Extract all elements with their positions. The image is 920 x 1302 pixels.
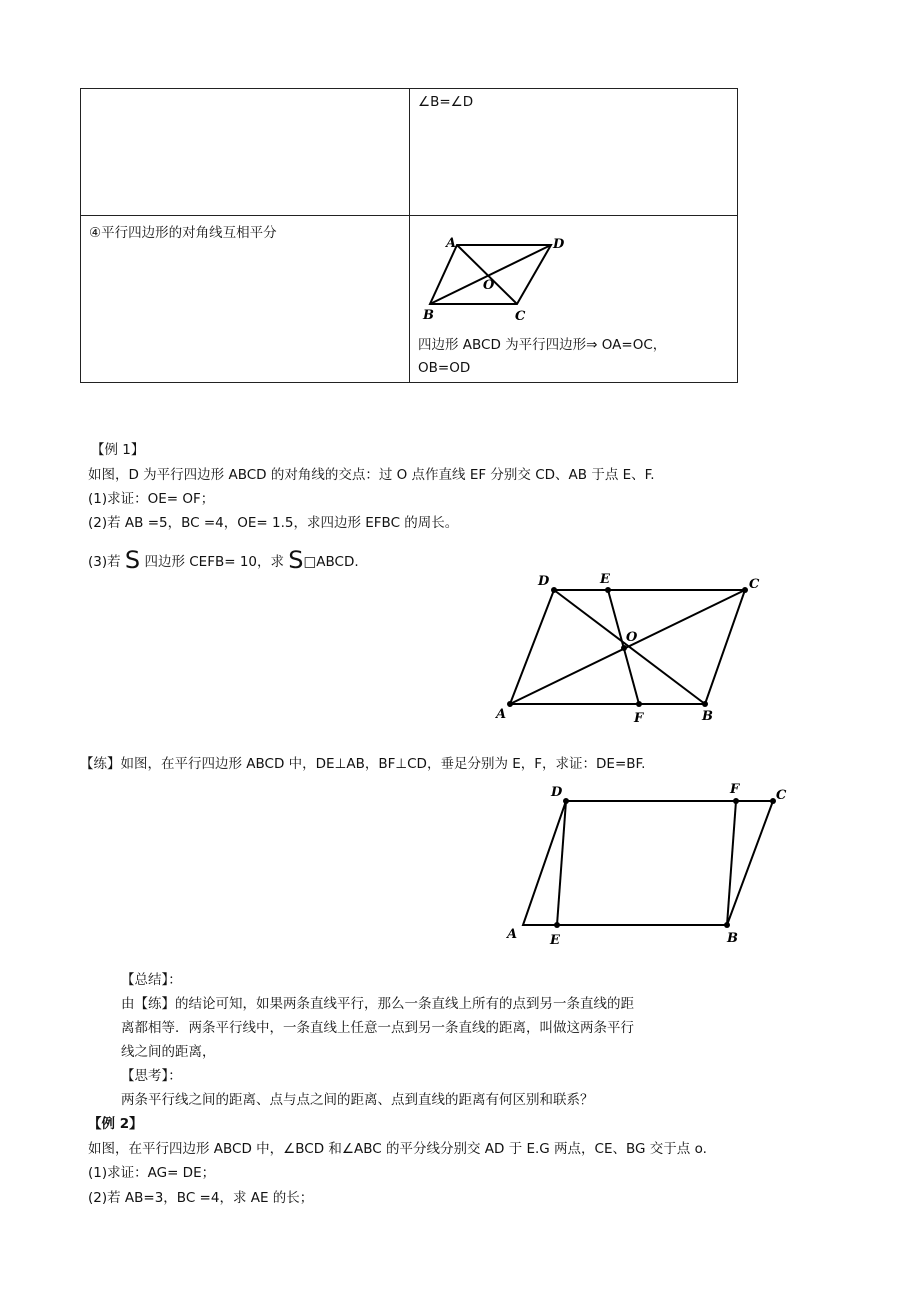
example1-heading: 【例 1】	[91, 442, 145, 458]
practice-diagram	[500, 777, 800, 952]
point-f	[636, 701, 642, 707]
q3-prefix: (3)若	[88, 554, 125, 570]
row1-left-cell	[81, 89, 410, 216]
point-a	[507, 701, 513, 707]
diagonal-ac	[457, 245, 517, 304]
label-o: O	[483, 278, 495, 293]
label-c: C	[776, 788, 787, 803]
label-e: E	[600, 572, 610, 587]
label-b: B	[727, 931, 738, 946]
label-a: A	[496, 707, 507, 722]
label-c: C	[515, 309, 526, 324]
label-d: D	[538, 574, 550, 589]
diagonal-caption-line2: OB=OD	[418, 360, 471, 376]
think-heading: 【思考】：	[121, 1068, 182, 1084]
label-o: O	[626, 630, 638, 645]
example2-heading: 【例 2】	[88, 1116, 143, 1132]
point-e	[605, 587, 611, 593]
point-d	[551, 587, 557, 593]
point-b	[702, 701, 708, 707]
point-e	[554, 922, 560, 928]
perpendicular-de	[557, 801, 566, 925]
label-a: A	[507, 927, 518, 942]
summary-line2: 离都相等．两条平行线中，一条直线上任意一点到另一条直线的距离，叫做这两条平行	[121, 1020, 634, 1036]
point-d	[563, 798, 569, 804]
area-symbol-2: S	[288, 546, 304, 574]
table-row	[81, 89, 738, 216]
practice-text: 【练】如图，在平行四边形 ABCD 中，DE⊥AB，BF⊥CD，垂足分别为 E，F，求证：DE=BF.	[80, 756, 646, 772]
example2-question1: (1)求证：AG= DE；	[88, 1165, 216, 1181]
summary-heading: 【总结】：	[121, 972, 182, 988]
label-f: F	[634, 711, 644, 726]
example1-diagram	[490, 565, 770, 730]
point-b	[724, 922, 730, 928]
think-text: 两条平行线之间的距离、点与点之间的距离、点到直线的距离有何区别和联系？	[121, 1092, 594, 1108]
example1-intro: 如图，D 为平行四边形 ABCD 的对角线的交点：过 O 点作直线 EF 分别交 CD、AB 于点 E、F.	[88, 467, 655, 483]
label-b: B	[423, 308, 434, 323]
parallelogram-diagonals-diagram	[410, 216, 710, 326]
point-o	[621, 645, 627, 651]
row2-right-cell	[410, 216, 738, 383]
properties-table	[80, 88, 738, 383]
point-f	[733, 798, 739, 804]
label-f: F	[730, 782, 740, 797]
q3-mid: 四边形 CEFB= 10，求	[140, 554, 289, 570]
label-d: D	[553, 237, 565, 252]
summary-line1: 由【练】的结论可知，如果两条直线平行，那么一条直线上所有的点到另一条直线的距	[121, 996, 634, 1012]
label-a: A	[446, 236, 457, 251]
diagonal-ca	[510, 590, 745, 704]
label-b: B	[702, 709, 713, 724]
table-row	[81, 216, 738, 383]
example2-intro: 如图，在平行四边形 ABCD 中，∠BCD 和∠ABC 的平分线分别交 AD 于 E.G 两点，CE、BG 交于点 o.	[88, 1141, 707, 1157]
label-e: E	[550, 933, 560, 948]
row1-right-cell: ∠B=∠D	[410, 89, 738, 216]
example1-question1: (1)求证：OE= OF；	[88, 491, 215, 507]
q3-suffix: □ABCD.	[303, 554, 359, 570]
example1-question3	[88, 546, 359, 574]
diagonal-caption-line1: 四边形 ABCD 为平行四边形⇒ OA=OC，	[418, 337, 667, 353]
label-d: D	[551, 785, 563, 800]
row2-left-cell: ④平行四边形的对角线互相平分	[81, 216, 410, 383]
example1-question2: (2)若 AB =5，BC =4，OE= 1.5，求四边形 EFBC 的周长。	[88, 515, 459, 531]
example2-question2: (2)若 AB=3，BC =4，求 AE 的长；	[88, 1190, 314, 1206]
area-symbol-1: S	[124, 546, 141, 574]
summary-line3: 线之间的距离，	[121, 1044, 216, 1060]
label-c: C	[749, 577, 760, 592]
point-c	[742, 587, 748, 593]
